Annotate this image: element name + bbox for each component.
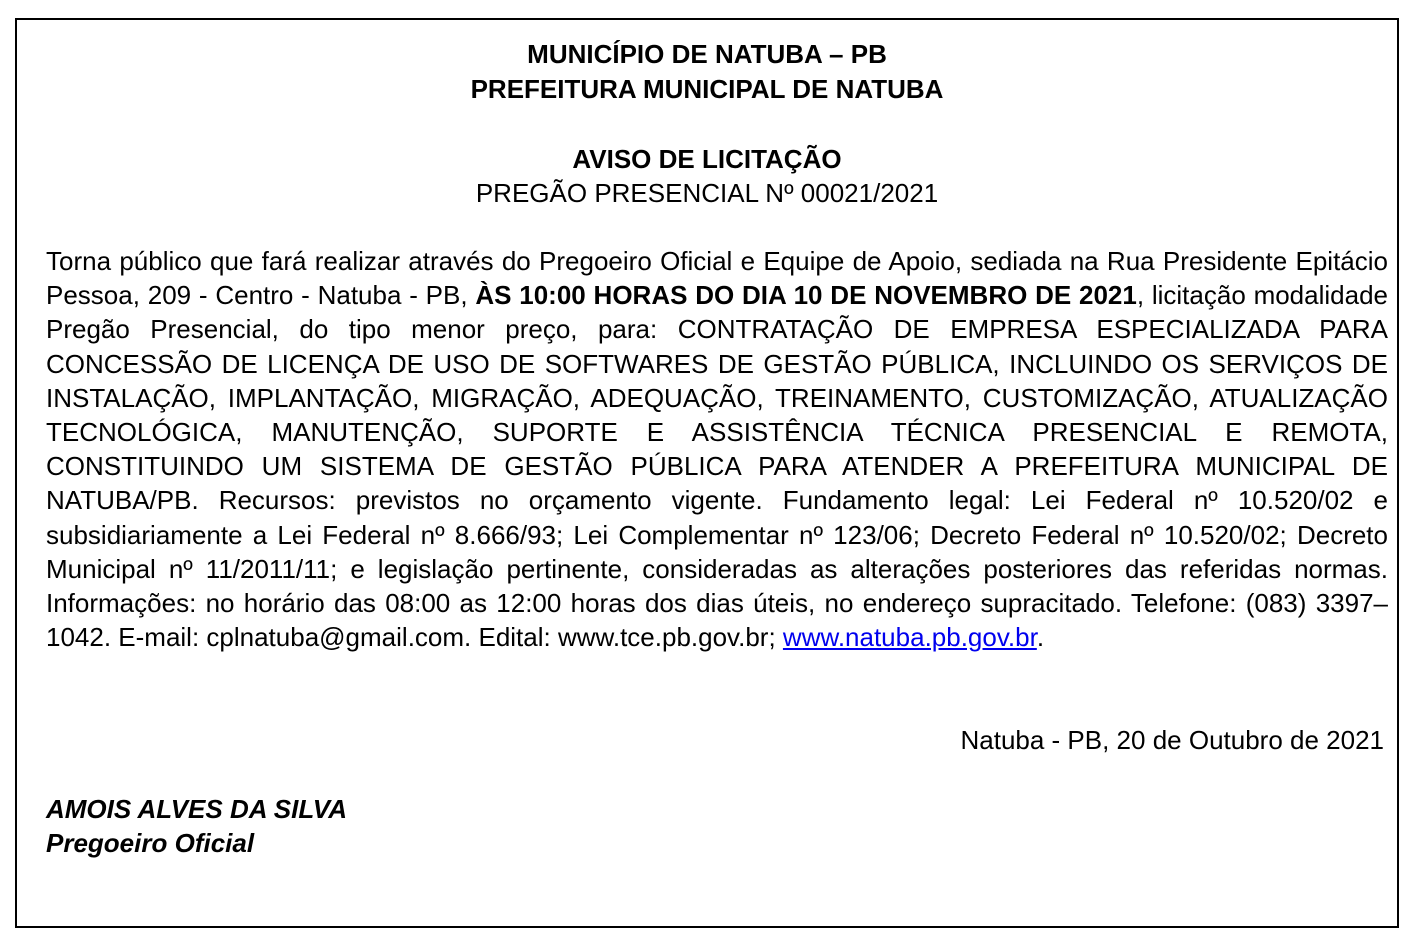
website-link[interactable]: www.natuba.pb.gov.br [782, 622, 1037, 653]
signatory-name: AMOIS ALVES DA SILVA [46, 794, 347, 824]
body-main: , licitação modalidade Pregão Presencial, do tipo menor preço, para: CONTRATAÇÃO DE EMPRESA ESPECIALIZADA PARA CONCESSÃO DE LICENÇA DE USO DE SOFTWARES DE GESTÃO PÚBLICA, INCLUINDO OS SERVIÇOS DE INSTALAÇÃO, IMPLANTAÇÃO, MIGRAÇÃO, ADEQUAÇÃO, TREINAMENTO, CUSTOMIZAÇÃO, ATUALIZAÇÃO TECNOLÓGICA, MANUTENÇÃO, SUPORTE E ASSISTÊNCIA TÉCNICA PRESENCIAL E REMOTA, CONSTITUINDO UM SISTEMA DE GESTÃO PÚBLICA PARA ATENDER A PREFEITURA MUNICIPAL DE NATUBA/PB. Recursos: previstos no orçamento vigente. Fundamento legal: Lei Federal nº 10.520/02 e subsidiariamente a Lei Federal nº 8.666/93; Lei Complementar nº 123/06; Decreto Federal nº 10.520/02; Decreto Municipal nº 11/2011/11; e legislação pertinente, consideradas as alterações posteriores das referidas normas. Informações: no horário das 08:00 as 12:00 horas dos dias úteis, no endereço supracitado. Telefone: (083) 3397–1042. E-mail: cplnatuba@gmail.com. Edital: www.tce.pb.gov.br; [46, 280, 1388, 653]
notice-title: AVISO DE LICITAÇÃO [572, 144, 842, 174]
notice-subtitle: PREGÃO PRESENCIAL Nº 00021/2021 [475, 178, 939, 208]
date-line: Natuba - PB, 20 de Outubro de 2021 [960, 725, 1384, 755]
body-schedule: ÀS 10:00 HORAS DO DIA 10 DE NOVEMBRO DE 2021 [475, 280, 1137, 311]
body-intro: Torna público que fará realizar através do Pregoeiro Oficial e Equipe de Apoio, sediada na Rua Presidente Epitácio Pessoa, 209 - Centro - Natuba - PB, [46, 246, 1388, 311]
municipality-heading: MUNICÍPIO DE NATUBA – PB [527, 39, 887, 69]
notice-frame [15, 18, 1399, 928]
body-end: . [1036, 622, 1045, 653]
signatory-role: Pregoeiro Oficial [46, 828, 255, 858]
prefecture-heading: PREFEITURA MUNICIPAL DE NATUBA [470, 74, 944, 104]
notice-body [46, 244, 1388, 654]
